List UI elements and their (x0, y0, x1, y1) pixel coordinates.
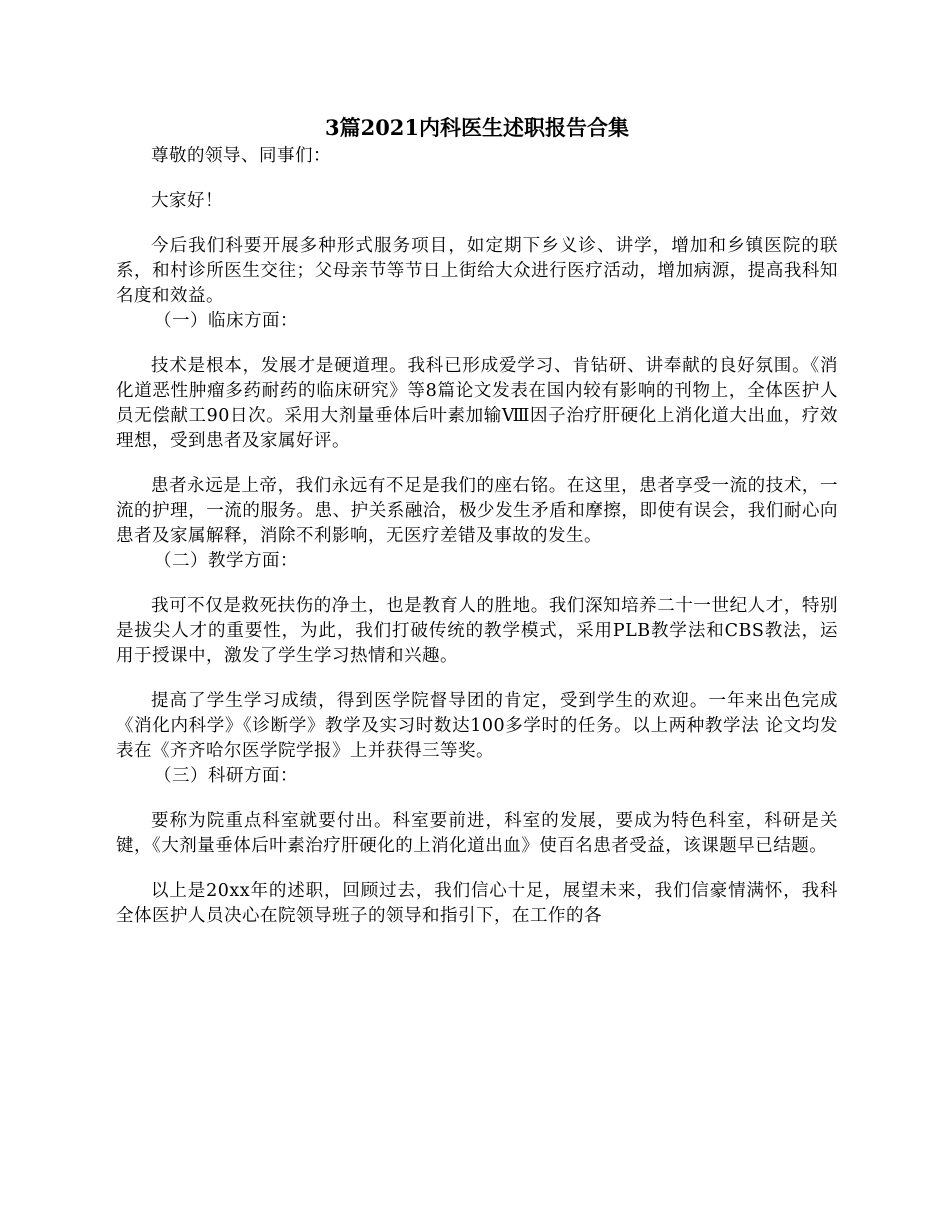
research-paragraph: 要称为院重点科室就要付出。科室要前进，科室的发展，要成为特色科室，科研是关键，《大剂量垂体后叶素治疗肝硬化的上消化道出血》使百名患者受益，该课题早已结题。 (116, 811, 838, 856)
clinical-paragraph-1: 技术是根本，发展才是硬道理。我科已形成爱学习、肯钻研、讲奉献的良好氛围。《消化道恶性肿瘤多药耐药的临床研究》等8篇论文发表在国内较有影响的刊物上，全体医护人员无偿献工90日次。采用大剂量垂体后叶素加输Ⅷ因子治疗肝硬化上消化道大出血，疗效理想，受到患者及家属好评。 (116, 356, 838, 451)
document-title: 3篇2021内科医生述职报告合集 (324, 115, 630, 140)
greeting: 大家好！ (151, 191, 223, 211)
section-heading-clinical: （一）临床方面： (154, 311, 298, 331)
document-page (116, 112, 838, 929)
teaching-paragraph-1: 我可不仅是救死扶伤的净土，也是教育人的胜地。我们深知培养二十一世纪人才，特别是拔尖人才的重要性，为此，我们打破传统的教学模式，采用PLB教学法和CBS教法，运用于授课中，激发了学生学习热情和兴趣。 (116, 596, 838, 666)
closing-paragraph: 以上是20xx年的述职，回顾过去，我们信心十足，展望未来，我们信豪情满怀，我科全体医护人员决心在院领导班子的领导和指引下，在工作的各 (116, 881, 838, 926)
section-heading-teaching: （二）教学方面： (154, 551, 298, 571)
salutation: 尊敬的领导、同事们： (151, 146, 331, 166)
teaching-paragraph-2: 提高了学生学习成绩，得到医学院督导团的肯定，受到学生的欢迎。一年来出色完成《消化内科学》《诊断学》教学及实习时数达100多学时的任务。以上两种教学法 论文均发表在《齐齐哈尔医学院学报》上并获得三等奖。 (116, 691, 838, 761)
intro-paragraph: 今后我们科要开展多种形式服务项目，如定期下乡义诊、讲学，增加和乡镇医院的联系，和村诊所医生交往；父母亲节等节日上街给大众进行医疗活动，增加病源，提高我科知名度和效益。 (116, 236, 838, 306)
section-heading-research: （三）科研方面： (154, 766, 298, 786)
clinical-paragraph-2: 患者永远是上帝，我们永远有不足是我们的座右铭。在这里，患者享受一流的技术，一流的护理，一流的服务。患、护关系融洽，极少发生矛盾和摩擦，即使有误会，我们耐心向患者及家属解释，消除不利影响，无医疗差错及事故的发生。 (116, 476, 838, 546)
